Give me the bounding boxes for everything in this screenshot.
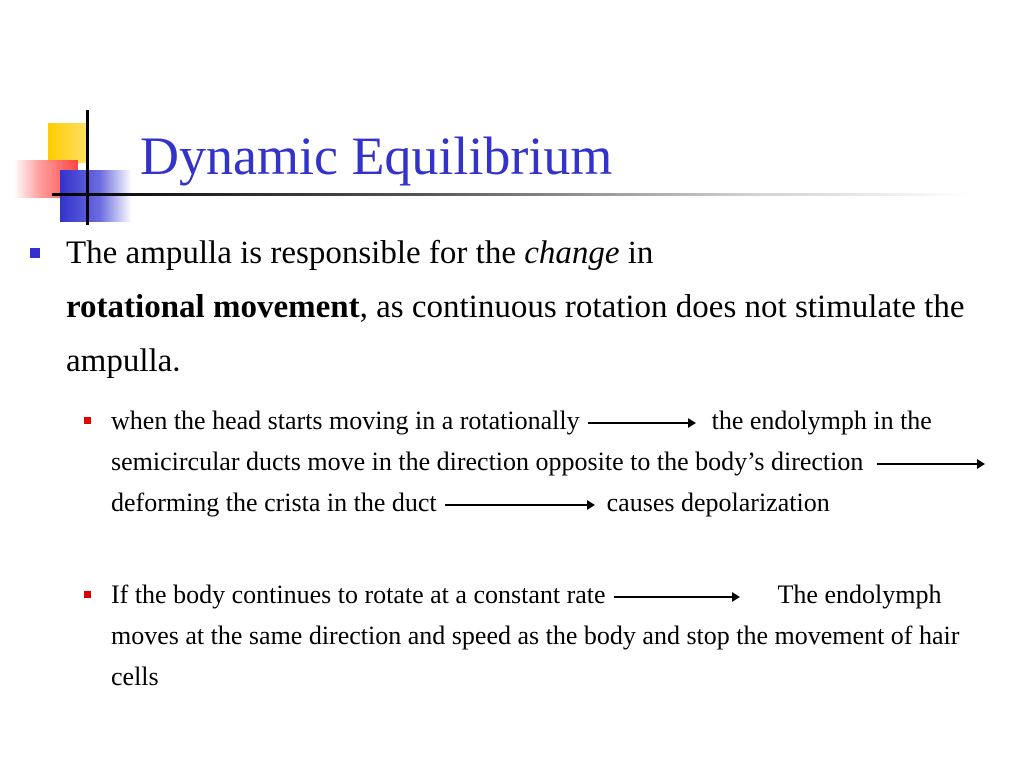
sub-bullet-2-part-2: The endolymph moves at the same direction and speed as the body and stop the movement of hair cells [111, 580, 960, 691]
slide-title: Dynamic Equilibrium [140, 126, 613, 186]
sub-bullet-text-2 [111, 574, 996, 697]
sub-bullet-marker-1 [84, 417, 91, 424]
sub-bullet-1-part-1: when the head starts moving in a rotationally [111, 406, 580, 435]
sub-bullet-1-part-4: causes depolarization [606, 488, 830, 517]
logo-yellow-square [48, 123, 88, 163]
logo-blue-square [60, 170, 132, 222]
main-bullet-text-part-2: in [619, 235, 654, 271]
main-bullet-italic: change [524, 235, 620, 271]
right-arrow-icon [445, 504, 593, 506]
sub-bullet-marker-2 [84, 591, 91, 598]
right-arrow-icon [877, 463, 983, 465]
main-bullet-text [66, 226, 1001, 388]
right-arrow-icon [614, 596, 738, 598]
right-arrow-icon [588, 422, 694, 424]
sub-bullet-text-1 [111, 400, 996, 523]
title-underline [52, 193, 972, 196]
main-bullet-text-part-1: The ampulla is responsible for the [66, 235, 525, 271]
main-bullet-marker [30, 248, 40, 258]
main-bullet-text-part-3: , as continuous rotation does not stimulate the ampulla. [66, 289, 965, 379]
sub-bullet-1-part-2: the endolymph in the semicircular ducts move in the direction opposite to the body’s direction [111, 406, 932, 476]
sub-bullet-2-part-1: If the body continues to rotate at a constant rate [111, 580, 606, 609]
sub-bullet-1-part-3: deforming the crista in the duct [111, 488, 437, 517]
logo-vertical-line [86, 110, 89, 225]
main-bullet-bold: rotational movement [66, 289, 360, 325]
